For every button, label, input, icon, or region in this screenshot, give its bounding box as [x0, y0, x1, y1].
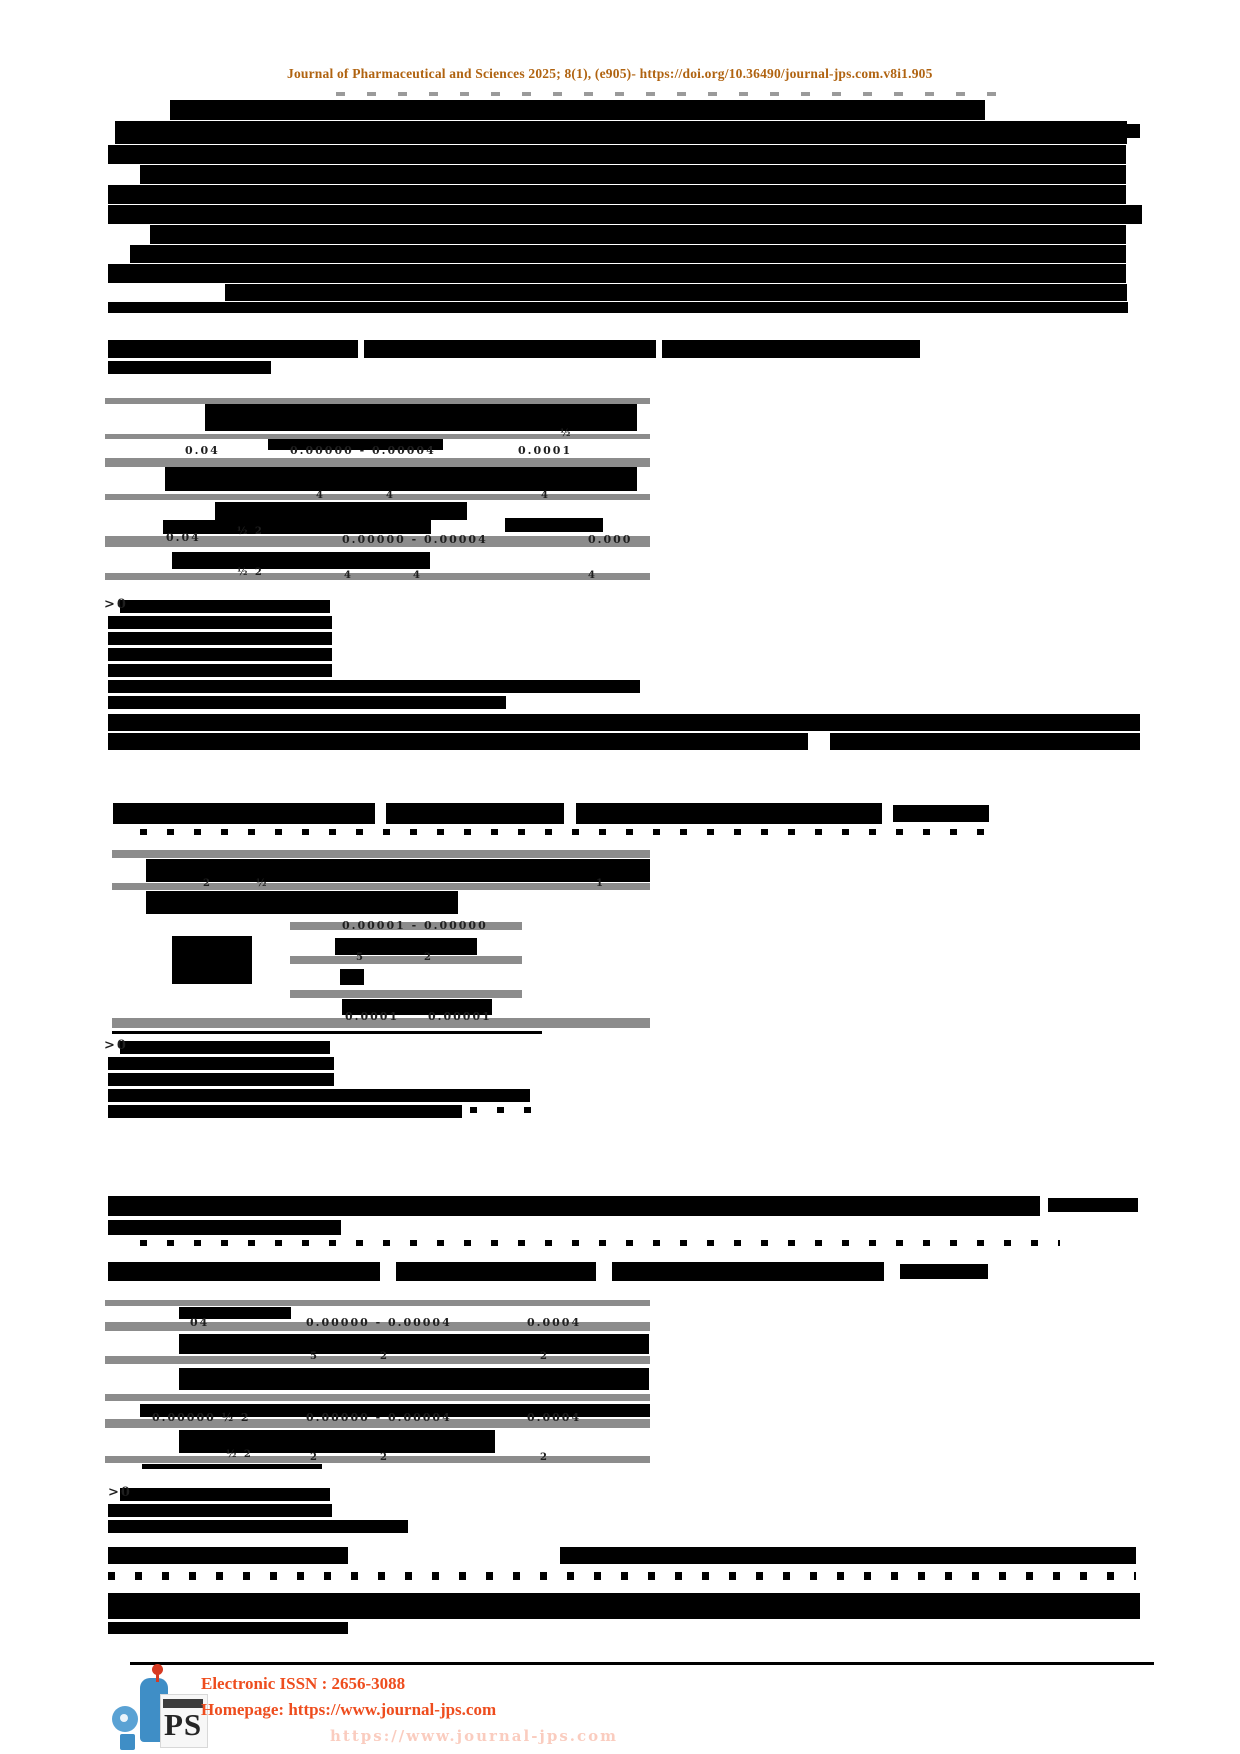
redacted-text-block	[1104, 124, 1140, 138]
footnote2-redacted-line	[108, 1105, 462, 1118]
table-value-fragment: 0.00000 ½ 2	[152, 1411, 251, 1424]
redacted-text-block	[1048, 1198, 1138, 1212]
authors-redacted-line	[108, 145, 1126, 164]
table-value-fragment: 0.0001	[345, 1010, 400, 1023]
table1-caption-redacted	[108, 361, 271, 374]
table1-cell-redacted	[172, 552, 430, 569]
footnote1-marker: >0	[104, 597, 128, 612]
table-value-fragment: 4	[344, 570, 353, 581]
table-value-fragment: 0.04	[166, 531, 201, 544]
journal-logo	[112, 1664, 202, 1750]
table-value-fragment: 0.00001	[428, 1010, 492, 1023]
table-value-fragment: 2	[540, 1452, 549, 1463]
table1-cell-redacted	[215, 502, 467, 520]
closing-redacted-line	[108, 1593, 1140, 1619]
title-redacted-line	[115, 121, 1127, 144]
table-value-fragment: 04	[190, 1316, 210, 1329]
table3-caption-redacted	[612, 1262, 884, 1281]
table1-rule	[105, 458, 650, 467]
table3-rule	[105, 1356, 650, 1364]
footnote1-redacted-line	[108, 648, 332, 661]
footnote3-marker: >0	[108, 1485, 132, 1500]
table-value-fragment: 5	[310, 1351, 319, 1362]
table-value-fragment: 5	[356, 952, 365, 963]
table-value-fragment: ½	[256, 878, 269, 889]
table-value-fragment: 1	[596, 878, 605, 889]
table1-caption-redacted	[364, 340, 656, 358]
redacted-text-block	[130, 245, 1126, 263]
table2-header-redacted	[146, 859, 650, 882]
table1-rule	[105, 398, 650, 404]
table-value-fragment: ½	[560, 428, 573, 439]
header-underline	[336, 92, 1012, 96]
table1-cell-redacted	[165, 467, 637, 491]
footnote2-rule	[112, 1031, 542, 1034]
table-value-fragment: 2	[203, 878, 212, 889]
table3-caption-redacted	[900, 1264, 988, 1279]
table-value-fragment: 2	[380, 1452, 389, 1463]
abstract-redacted-line	[150, 225, 1126, 244]
table1-rule	[105, 573, 650, 580]
table2-cell-redacted	[146, 891, 458, 914]
footnote2-redacted-line	[108, 1073, 334, 1086]
paragraph-redacted-line	[108, 1220, 341, 1235]
table-value-fragment: 0.00001 - 0.00000	[342, 919, 488, 932]
table-value-fragment: ½ 2	[237, 526, 264, 537]
paragraph-redacted-line	[108, 733, 808, 750]
table3-rule	[105, 1300, 650, 1306]
table3-cell-redacted	[142, 1464, 322, 1469]
closing-redacted-line	[560, 1547, 1136, 1564]
table3-rule	[105, 1456, 650, 1463]
table2-caption-redacted	[893, 805, 989, 822]
redacted-text-block	[225, 284, 1127, 301]
footnote2-marker: >0	[104, 1038, 128, 1053]
table-value-fragment: 2	[310, 1452, 319, 1463]
footnote1-redacted-line	[108, 664, 332, 677]
dotted-redacted-line	[140, 1240, 1060, 1246]
footnote3-redacted-line	[108, 1504, 332, 1517]
table1-cell-redacted	[505, 518, 603, 532]
footnote3-redacted-line	[108, 1520, 408, 1533]
table2-caption-dotted-line	[140, 829, 996, 835]
table-value-fragment: ½ 2	[226, 1449, 253, 1460]
issn-text: Electronic ISSN : 2656-3088	[201, 1674, 406, 1693]
table3-cell-redacted	[179, 1334, 649, 1354]
table2-inner-rule	[290, 956, 522, 964]
table-value-fragment: 2	[424, 952, 433, 963]
footnote1-redacted-line	[108, 632, 332, 645]
logo-circle	[112, 1706, 138, 1732]
closing-redacted-line	[108, 1547, 348, 1564]
footer-divider	[130, 1662, 1154, 1665]
header-citation-link[interactable]: Journal of Pharmaceutical and Sciences 2025; 8(1), (e905)- https://doi.org/10.36490/journal-jps.com.v8i1.905	[287, 66, 933, 81]
table3-cell-redacted	[179, 1368, 649, 1390]
redacted-text-block	[140, 165, 1126, 184]
paragraph-redacted-line	[108, 1196, 1040, 1216]
table-value-fragment: 4	[541, 490, 550, 501]
table1-rule	[105, 494, 650, 500]
table-value-fragment: 0.00000 - 0.00004	[306, 1316, 452, 1329]
footnote1-redacted-line	[120, 600, 330, 613]
paragraph-redacted-line	[108, 714, 1140, 731]
redacted-text-block	[108, 185, 1126, 204]
footnote2-redacted-line	[120, 1041, 330, 1054]
table-value-fragment: 0.0004	[527, 1316, 582, 1329]
redacted-text-block	[1128, 206, 1142, 218]
table1-header-redacted	[205, 404, 637, 431]
table2-rule	[112, 850, 650, 858]
table2-rule	[112, 883, 650, 890]
logo-ps-text: PS	[164, 1707, 203, 1742]
redacted-text-block	[108, 302, 1128, 313]
paragraph-redacted-line	[830, 733, 1140, 750]
footnote2-redacted-line	[108, 1057, 334, 1070]
redacted-text-block	[108, 205, 1142, 224]
footnote3-redacted-line	[120, 1488, 330, 1501]
table2-caption-redacted	[576, 803, 882, 824]
table-value-fragment: 0.00000 - 0.00004	[306, 1411, 452, 1424]
map-pin-icon	[152, 1664, 163, 1675]
footer-ghost-text: https://www.journal-jps.com	[330, 1727, 619, 1745]
table-value-fragment: 0.000	[588, 533, 633, 546]
table3-rule	[105, 1394, 650, 1401]
closing-dotted-line	[108, 1572, 1136, 1580]
table-value-fragment: ½ 2	[237, 567, 264, 578]
table1-cell-redacted	[163, 520, 431, 534]
table1-caption-redacted	[108, 340, 358, 358]
table-value-fragment: 4	[588, 570, 597, 581]
table2-cell-redacted	[172, 936, 252, 984]
table-value-fragment: 4	[386, 490, 395, 501]
table-value-fragment: 0.0004	[527, 1411, 582, 1424]
table1-caption-redacted	[662, 340, 920, 358]
footnote1-redacted-line	[108, 696, 506, 709]
table2-cell-redacted	[340, 969, 364, 985]
table2-inner-rule	[290, 990, 522, 998]
footnote2-redacted-line	[108, 1089, 530, 1102]
table-value-fragment: 0.00000 - 0.00004	[342, 533, 488, 546]
table-value-fragment: 2	[540, 1351, 549, 1362]
table3-caption-redacted	[396, 1262, 596, 1281]
table2-caption-redacted	[113, 803, 375, 824]
table-value-fragment: 4	[316, 490, 325, 501]
table-value-fragment: 0.00000 - 0.00004	[290, 444, 436, 457]
closing-redacted-line	[108, 1622, 348, 1634]
homepage-link[interactable]: Homepage: https://www.journal-jps.com	[201, 1700, 497, 1719]
table-value-fragment: 0.0001	[518, 444, 573, 457]
footnote1-redacted-line	[108, 680, 640, 693]
table-value-fragment: 0.04	[185, 444, 220, 457]
title-redacted-line	[170, 100, 985, 120]
footnote1-redacted-line	[108, 616, 332, 629]
redacted-text-block	[108, 264, 1126, 283]
table-value-fragment: 2	[380, 1351, 389, 1362]
table2-caption-redacted	[386, 803, 564, 824]
table3-caption-redacted	[108, 1262, 380, 1281]
logo-shape-foot	[120, 1734, 135, 1750]
table-value-fragment: 4	[413, 570, 422, 581]
redacted-text-block	[470, 1107, 540, 1113]
